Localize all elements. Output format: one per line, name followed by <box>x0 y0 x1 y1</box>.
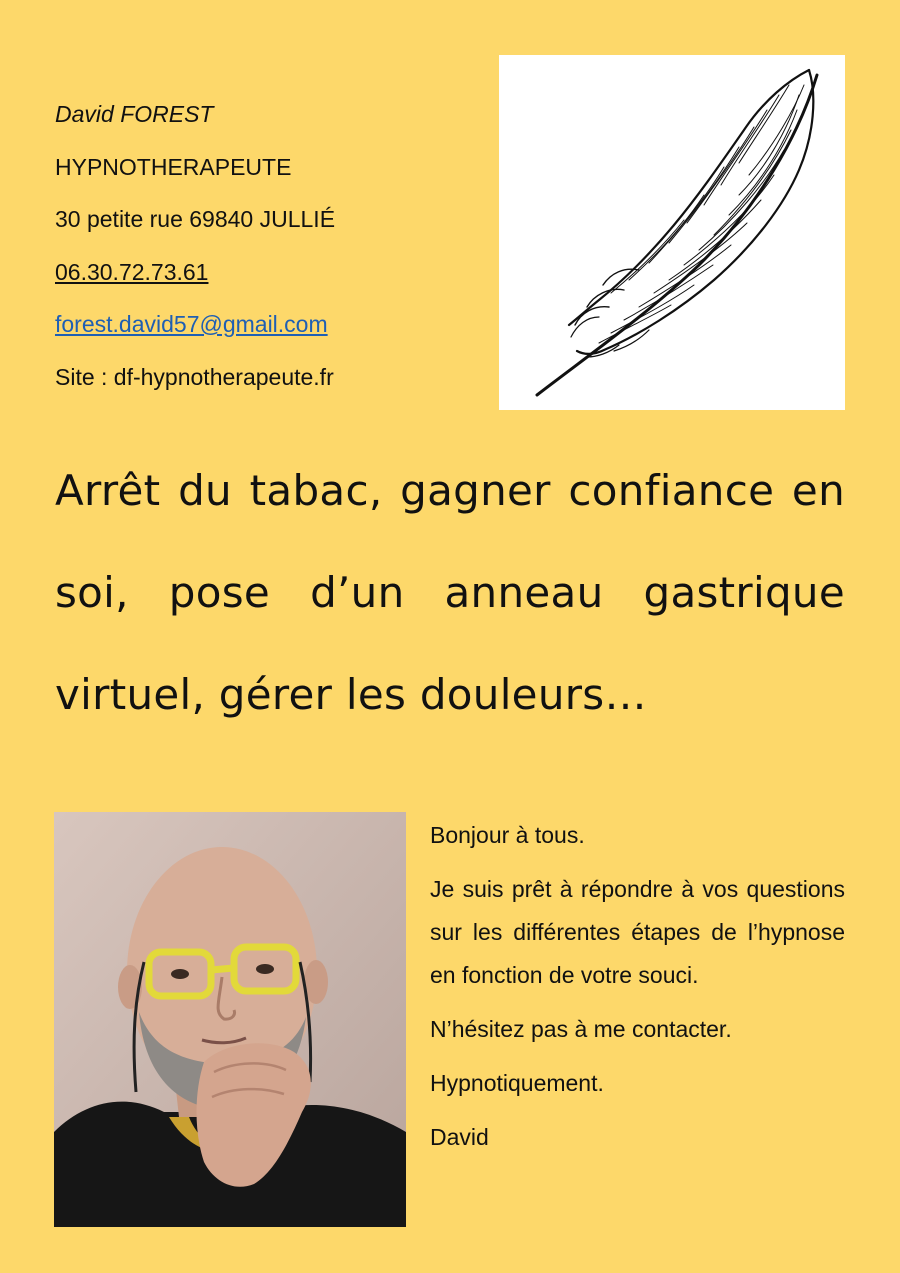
therapist-name: David FOREST <box>55 101 214 127</box>
signature: David <box>430 1124 489 1150</box>
profession: HYPNOTHERAPEUTE <box>55 153 292 180</box>
message-block <box>430 814 845 1170</box>
message-body: Je suis prêt à répondre à vos questions sur les différentes étapes de l’hypnose en fonction de votre souci. <box>430 876 845 988</box>
services-headline: Arrêt du tabac, gagner confiance en soi, pose d’un anneau gastrique virtuel, gérer les douleurs… <box>55 466 845 719</box>
phone-link[interactable]: 06.30.72.73.61 <box>55 258 209 285</box>
website: Site : df-hypnotherapeute.fr <box>55 363 334 390</box>
closing: Hypnotiquement. <box>430 1070 604 1096</box>
feather-illustration <box>499 55 845 410</box>
contact-block <box>55 88 475 403</box>
email-link[interactable]: forest.david57@gmail.com <box>55 311 328 337</box>
greeting: Bonjour à tous. <box>430 822 585 848</box>
address: 30 petite rue 69840 JULLIÉ <box>55 206 336 232</box>
invitation: N’hésitez pas à me contacter. <box>430 1016 732 1042</box>
portrait-photo <box>54 812 406 1227</box>
